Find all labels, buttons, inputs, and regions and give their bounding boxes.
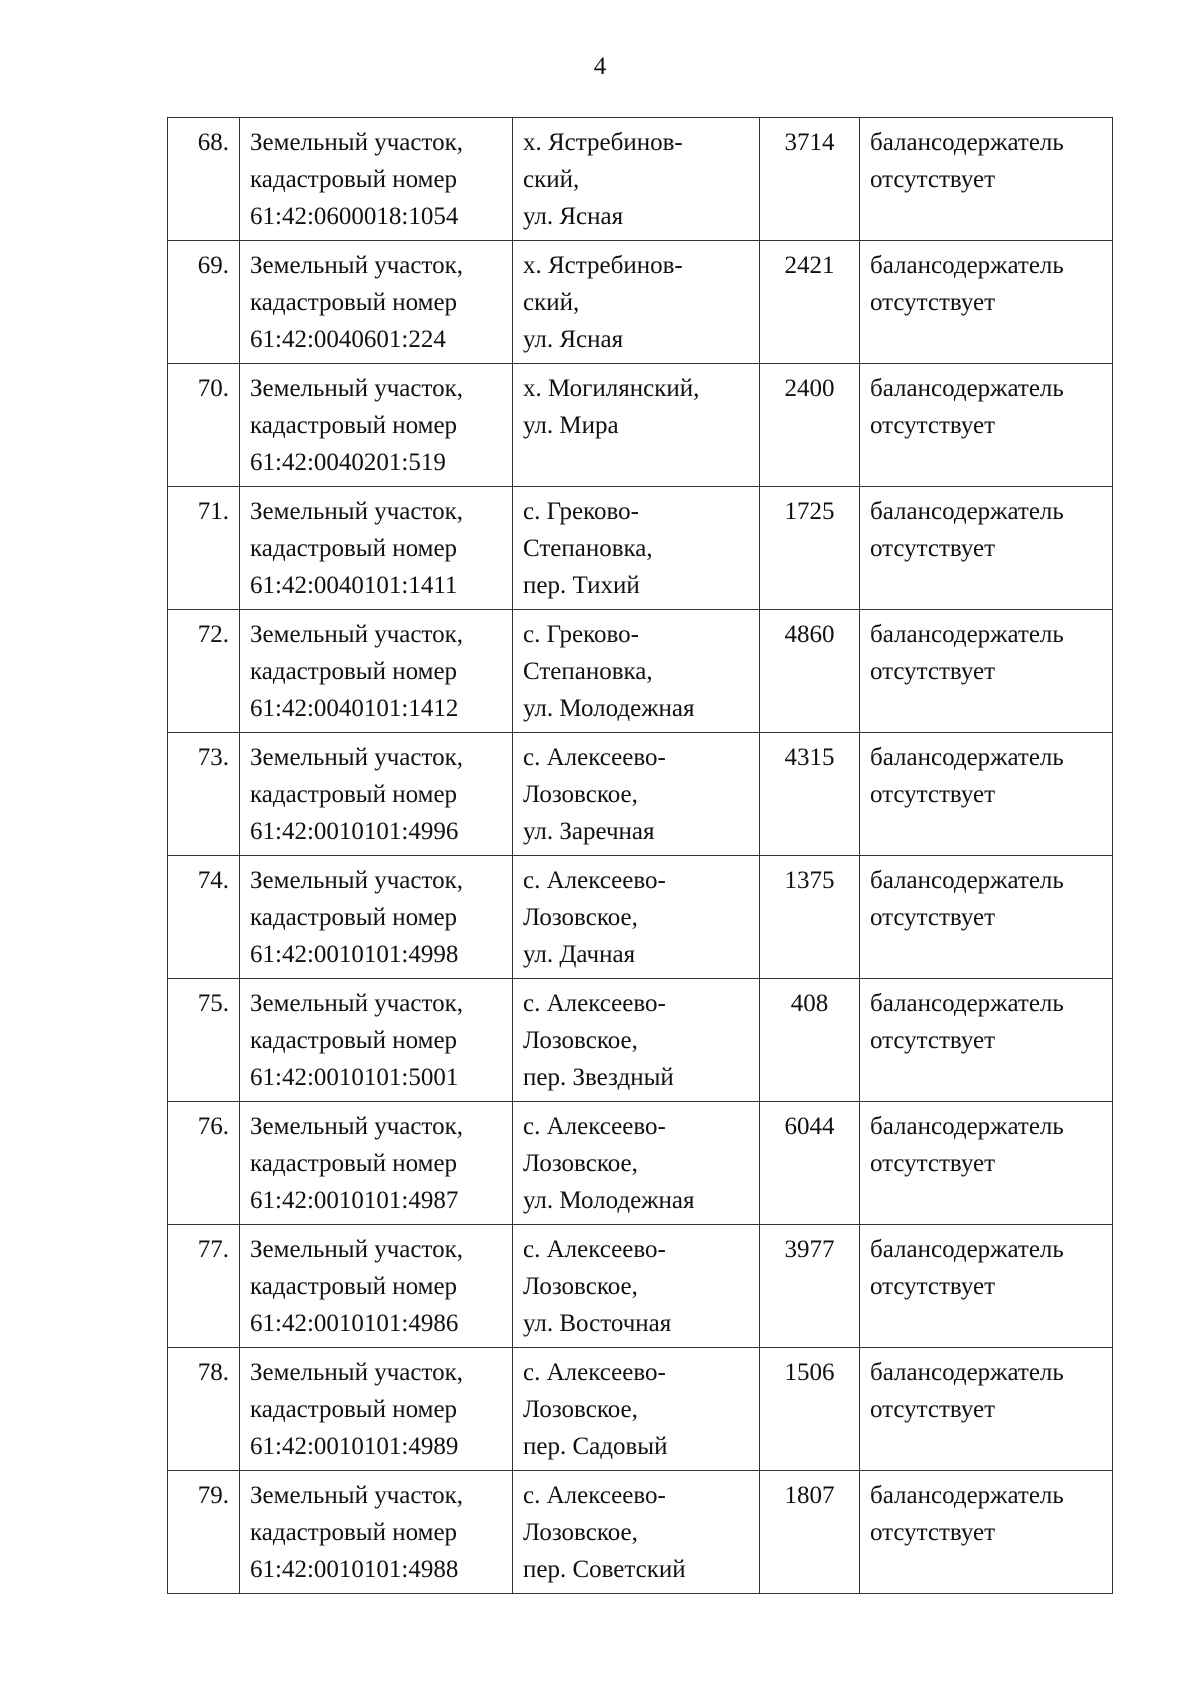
object-name-line: кадастровый номер (250, 1027, 458, 1054)
address-line: ул. Ясная (523, 326, 624, 353)
row-number: 75. (197, 990, 229, 1017)
area-value: 4315 (784, 744, 835, 771)
object-name-cell (240, 118, 513, 241)
table-row (168, 1225, 1113, 1348)
holder-line: отсутствует (870, 412, 996, 439)
address-cell (513, 1471, 760, 1594)
area-value: 408 (790, 990, 829, 1017)
holder-cell (860, 856, 1113, 979)
object-name-cell (240, 856, 513, 979)
address-line: с. Греково- (523, 498, 639, 525)
holder-line: балансодержатель (870, 621, 1064, 648)
address-cell (513, 733, 760, 856)
area-value: 4860 (784, 621, 835, 648)
area-value: 1506 (784, 1359, 835, 1386)
address-cell (513, 610, 760, 733)
area-cell (760, 1348, 860, 1471)
page-number: 4 (593, 53, 607, 80)
object-name-line: кадастровый номер (250, 535, 458, 562)
address-line: Лозовское, (523, 1519, 638, 1546)
row-number-cell (168, 1225, 240, 1348)
table-row (168, 610, 1113, 733)
address-line: х. Могилянский, (523, 375, 700, 402)
address-line: Лозовское, (523, 1273, 638, 1300)
row-number-cell (168, 979, 240, 1102)
object-name-line: 61:42:0040101:1412 (250, 695, 459, 722)
address-cell (513, 487, 760, 610)
address-cell (513, 1225, 760, 1348)
holder-line: отсутствует (870, 1519, 996, 1546)
row-number-cell (168, 1471, 240, 1594)
object-name-line: 61:42:0010101:4996 (250, 818, 459, 845)
object-name-cell (240, 364, 513, 487)
object-name-cell (240, 1225, 513, 1348)
holder-line: отсутствует (870, 1396, 996, 1423)
area-cell (760, 241, 860, 364)
row-number: 73. (197, 744, 229, 771)
object-name-line: Земельный участок, (250, 1236, 463, 1263)
land-plots-table (167, 117, 1113, 1594)
object-name-line: Земельный участок, (250, 621, 463, 648)
holder-cell (860, 610, 1113, 733)
holder-cell (860, 118, 1113, 241)
holder-cell (860, 733, 1113, 856)
area-value: 6044 (784, 1113, 835, 1140)
address-cell (513, 979, 760, 1102)
address-line: ул. Восточная (523, 1310, 672, 1337)
object-name-line: Земельный участок, (250, 990, 463, 1017)
area-cell (760, 487, 860, 610)
land-plots-table-body (168, 118, 1113, 1594)
address-line: Степановка, (523, 535, 653, 562)
object-name-cell (240, 979, 513, 1102)
area-value: 1725 (784, 498, 835, 525)
holder-cell (860, 241, 1113, 364)
area-cell (760, 1102, 860, 1225)
area-cell (760, 1471, 860, 1594)
object-name-line: Земельный участок, (250, 252, 463, 279)
address-line: пер. Садовый (523, 1433, 668, 1460)
holder-line: балансодержатель (870, 252, 1064, 279)
address-line: с. Алексеево- (523, 867, 666, 894)
address-line: пер. Звездный (523, 1064, 674, 1091)
object-name-line: 61:42:0010101:4988 (250, 1556, 459, 1583)
address-line: Лозовское, (523, 904, 638, 931)
table-row (168, 1102, 1113, 1225)
holder-line: балансодержатель (870, 1359, 1064, 1386)
address-line: х. Ястребинов- (523, 252, 683, 279)
row-number-cell (168, 487, 240, 610)
object-name-line: 61:42:0600018:1054 (250, 203, 459, 230)
row-number: 78. (197, 1359, 229, 1386)
address-line: пер. Советский (523, 1556, 686, 1583)
area-cell (760, 610, 860, 733)
object-name-cell (240, 487, 513, 610)
row-number-cell (168, 364, 240, 487)
row-number: 69. (197, 252, 229, 279)
object-name-line: 61:42:0010101:4986 (250, 1310, 459, 1337)
holder-line: балансодержатель (870, 1113, 1064, 1140)
object-name-cell (240, 610, 513, 733)
object-name-line: кадастровый номер (250, 166, 458, 193)
holder-line: отсутствует (870, 904, 996, 931)
address-line: ул. Молодежная (523, 1187, 695, 1214)
table-row (168, 1348, 1113, 1471)
object-name-line: кадастровый номер (250, 1396, 458, 1423)
holder-line: балансодержатель (870, 375, 1064, 402)
row-number: 76. (197, 1113, 229, 1140)
holder-line: балансодержатель (870, 129, 1064, 156)
address-line: с. Алексеево- (523, 990, 666, 1017)
area-cell (760, 856, 860, 979)
row-number-cell (168, 856, 240, 979)
holder-cell (860, 487, 1113, 610)
address-line: ул. Ясная (523, 203, 624, 230)
row-number: 71. (197, 498, 229, 525)
row-number-cell (168, 733, 240, 856)
area-value: 1375 (784, 867, 835, 894)
address-line: Лозовское, (523, 781, 638, 808)
holder-line: отсутствует (870, 166, 996, 193)
address-line: ский, (523, 166, 580, 193)
holder-line: балансодержатель (870, 867, 1064, 894)
row-number: 77. (197, 1236, 229, 1263)
area-cell (760, 364, 860, 487)
row-number-cell (168, 241, 240, 364)
object-name-line: 61:42:0010101:4998 (250, 941, 459, 968)
object-name-line: Земельный участок, (250, 1482, 463, 1509)
object-name-cell (240, 733, 513, 856)
object-name-line: кадастровый номер (250, 412, 458, 439)
object-name-line: кадастровый номер (250, 1273, 458, 1300)
address-cell (513, 118, 760, 241)
row-number-cell (168, 1348, 240, 1471)
table-row (168, 1471, 1113, 1594)
holder-line: отсутствует (870, 781, 996, 808)
table-row (168, 118, 1113, 241)
object-name-line: кадастровый номер (250, 289, 458, 316)
object-name-line: кадастровый номер (250, 658, 458, 685)
address-cell (513, 241, 760, 364)
holder-cell (860, 364, 1113, 487)
address-line: пер. Тихий (523, 572, 640, 599)
address-line: Лозовское, (523, 1150, 638, 1177)
address-line: ул. Заречная (523, 818, 655, 845)
object-name-cell (240, 241, 513, 364)
area-value: 2421 (784, 252, 835, 279)
address-line: Лозовское, (523, 1027, 638, 1054)
holder-line: отсутствует (870, 1027, 996, 1054)
holder-line: балансодержатель (870, 1482, 1064, 1509)
holder-line: отсутствует (870, 658, 996, 685)
area-cell (760, 733, 860, 856)
row-number: 74. (197, 867, 229, 894)
holder-line: отсутствует (870, 1150, 996, 1177)
address-cell (513, 856, 760, 979)
table-row (168, 733, 1113, 856)
object-name-line: кадастровый номер (250, 904, 458, 931)
address-line: Степановка, (523, 658, 653, 685)
address-line: х. Ястребинов- (523, 129, 683, 156)
address-line: ул. Мира (523, 412, 619, 439)
object-name-line: Земельный участок, (250, 867, 463, 894)
holder-line: отсутствует (870, 289, 996, 316)
table-row (168, 979, 1113, 1102)
object-name-cell (240, 1471, 513, 1594)
object-name-line: Земельный участок, (250, 129, 463, 156)
object-name-line: Земельный участок, (250, 498, 463, 525)
table-row (168, 856, 1113, 979)
address-line: ул. Дачная (523, 941, 636, 968)
object-name-line: Земельный участок, (250, 744, 463, 771)
object-name-line: 61:42:0040101:1411 (250, 572, 458, 599)
holder-cell (860, 979, 1113, 1102)
address-line: с. Алексеево- (523, 1482, 666, 1509)
table-row (168, 241, 1113, 364)
row-number: 72. (197, 621, 229, 648)
area-cell (760, 979, 860, 1102)
address-line: с. Алексеево- (523, 1359, 666, 1386)
object-name-line: кадастровый номер (250, 781, 458, 808)
object-name-line: 61:42:0010101:4989 (250, 1433, 459, 1460)
area-value: 1807 (784, 1482, 835, 1509)
object-name-line: 61:42:0010101:4987 (250, 1187, 459, 1214)
holder-cell (860, 1348, 1113, 1471)
address-cell (513, 1102, 760, 1225)
holder-cell (860, 1102, 1113, 1225)
holder-line: балансодержатель (870, 1236, 1064, 1263)
object-name-line: кадастровый номер (250, 1150, 458, 1177)
row-number-cell (168, 610, 240, 733)
object-name-cell (240, 1102, 513, 1225)
object-name-line: 61:42:0040601:224 (250, 326, 446, 353)
area-value: 2400 (784, 375, 835, 402)
row-number: 70. (197, 375, 229, 402)
address-line: с. Алексеево- (523, 1236, 666, 1263)
address-line: ул. Молодежная (523, 695, 695, 722)
holder-cell (860, 1225, 1113, 1348)
holder-line: отсутствует (870, 535, 996, 562)
object-name-line: 61:42:0040201:519 (250, 449, 446, 476)
address-line: с. Алексеево- (523, 744, 666, 771)
holder-line: балансодержатель (870, 498, 1064, 525)
table-row (168, 487, 1113, 610)
area-value: 3977 (784, 1236, 835, 1263)
holder-line: отсутствует (870, 1273, 996, 1300)
area-cell (760, 1225, 860, 1348)
address-cell (513, 1348, 760, 1471)
object-name-line: Земельный участок, (250, 375, 463, 402)
row-number: 68. (197, 129, 229, 156)
area-value: 3714 (784, 129, 835, 156)
holder-cell (860, 1471, 1113, 1594)
address-cell (513, 364, 760, 487)
object-name-line: 61:42:0010101:5001 (250, 1064, 459, 1091)
object-name-line: Земельный участок, (250, 1359, 463, 1386)
area-cell (760, 118, 860, 241)
holder-line: балансодержатель (870, 990, 1064, 1017)
address-line: с. Алексеево- (523, 1113, 666, 1140)
address-line: ский, (523, 289, 580, 316)
object-name-line: Земельный участок, (250, 1113, 463, 1140)
address-line: с. Греково- (523, 621, 639, 648)
row-number-cell (168, 118, 240, 241)
object-name-line: кадастровый номер (250, 1519, 458, 1546)
row-number-cell (168, 1102, 240, 1225)
table-row (168, 364, 1113, 487)
holder-line: балансодержатель (870, 744, 1064, 771)
address-line: Лозовское, (523, 1396, 638, 1423)
object-name-cell (240, 1348, 513, 1471)
row-number: 79. (197, 1482, 229, 1509)
